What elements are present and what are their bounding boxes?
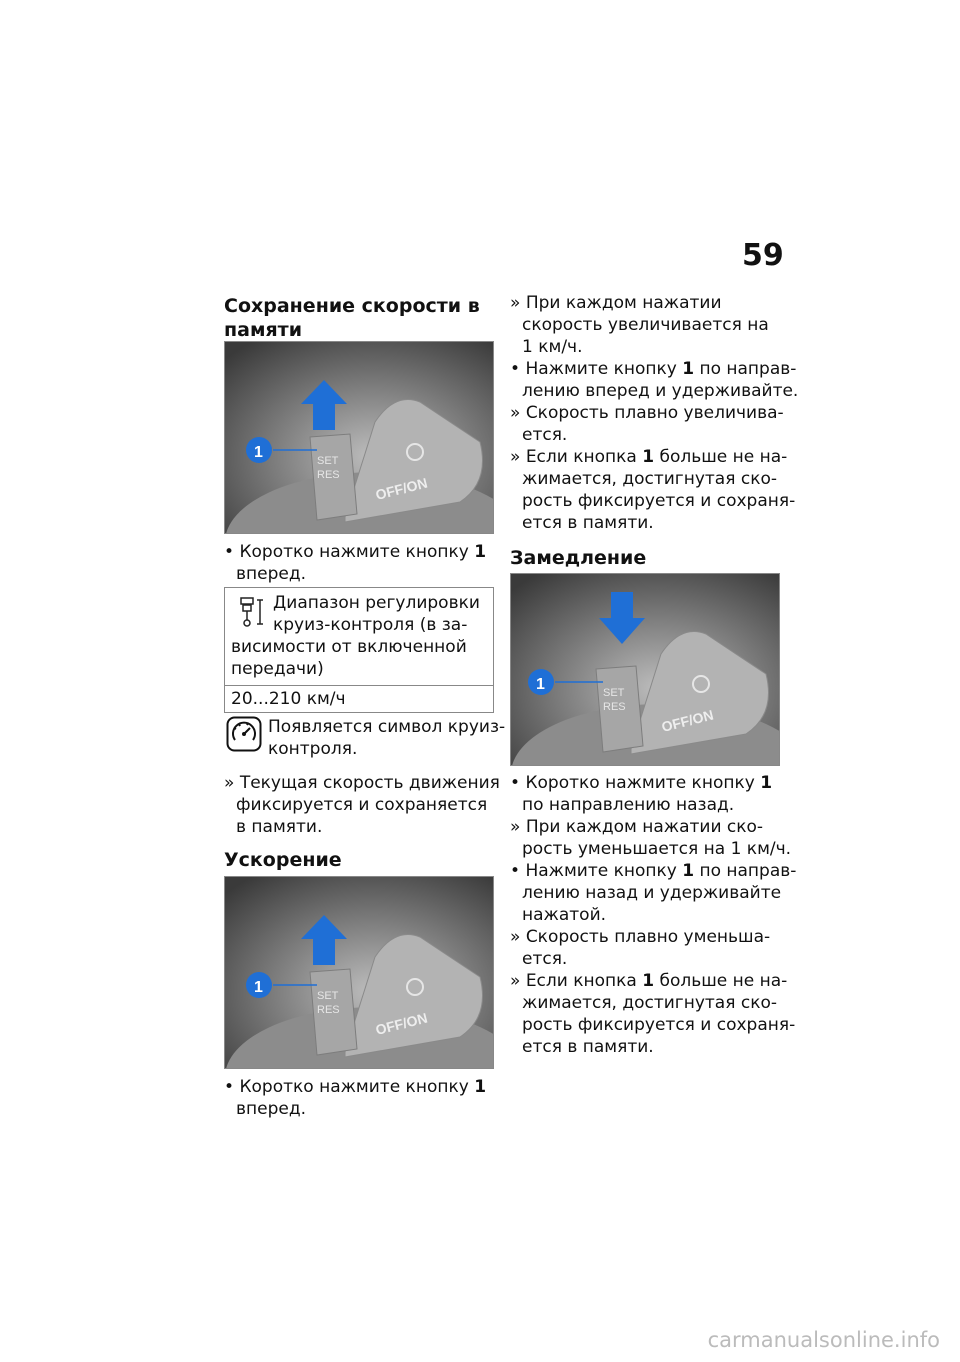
- set-label: SET: [317, 455, 339, 467]
- set-label: SET: [603, 687, 625, 699]
- res-label: RES: [317, 469, 340, 481]
- right-b-item-5-line4: ется в памяти.: [522, 1037, 654, 1057]
- figure-set-res-up: [224, 341, 494, 534]
- result-speed-saved: » Текущая скорость движения: [224, 773, 500, 793]
- off-on-label: OFF/ON: [373, 1009, 430, 1038]
- figure-acceleration: [224, 876, 494, 1069]
- step-accelerate-press-cont: вперед.: [236, 1099, 307, 1119]
- right-b-item-2-line2: рость уменьшается на 1 км/ч.: [522, 839, 792, 859]
- page-number: 59: [742, 238, 784, 273]
- right-item-4-line2: жимается, достигнутая ско-: [522, 469, 778, 489]
- watermark: carmanualsonline.info: [707, 1328, 940, 1352]
- res-label: RES: [317, 1004, 340, 1016]
- range-header-line4: передачи): [231, 659, 324, 679]
- right-b-item-5-line2: жимается, достигнутая ско-: [522, 993, 778, 1013]
- right-item-3-line2: ется.: [522, 425, 568, 445]
- range-header-line1: Диапазон регулировки: [273, 593, 480, 613]
- right-item-2-line2: лению вперед и удерживайте.: [522, 381, 799, 401]
- symbol-note-line1: Появляется символ круиз-: [268, 717, 506, 737]
- range-value: 20...210 км/ч: [231, 689, 346, 709]
- figure-deceleration: [510, 573, 780, 766]
- right-b-item-4: » Скорость плавно уменьша-: [510, 927, 771, 947]
- callout-number: 1: [254, 444, 263, 461]
- right-item-4-line3: рость фиксируется и сохраня-: [522, 491, 796, 511]
- table-divider: [225, 685, 493, 686]
- right-b-item-1: • Коротко нажмите кнопку 1: [510, 773, 773, 793]
- off-on-label: OFF/ON: [373, 474, 430, 503]
- right-item-1: » При каждом нажатии: [510, 293, 722, 313]
- section-heading-deceleration: Замедление: [510, 547, 647, 569]
- cruise-control-icon: [226, 716, 262, 752]
- range-header-line3: висимости от включенной: [231, 637, 467, 657]
- right-b-item-3: • Нажмите кнопку 1 по направ-: [510, 861, 797, 881]
- right-b-item-5: » Если кнопка 1 больше не на-: [510, 971, 788, 991]
- right-item-4: » Если кнопка 1 больше не на-: [510, 447, 788, 467]
- res-label: RES: [603, 701, 626, 713]
- section-heading-acceleration: Ускорение: [224, 849, 342, 871]
- right-b-item-1-line2: по направлению назад.: [522, 795, 735, 815]
- result-speed-saved-line2: фиксируется и сохраняется: [236, 795, 488, 815]
- symbol-note-line2: контроля.: [268, 739, 358, 759]
- range-table: [224, 587, 494, 713]
- right-b-item-3-line2: лению назад и удерживайте: [522, 883, 782, 903]
- right-b-item-4-line2: ется.: [522, 949, 568, 969]
- off-on-label: OFF/ON: [659, 706, 716, 735]
- step-accelerate-press: • Коротко нажмите кнопку 1: [224, 1077, 487, 1097]
- callout-number: 1: [254, 979, 263, 996]
- right-b-item-3-line3: нажатой.: [522, 905, 607, 925]
- range-header-line2: круиз-контроля (в за-: [273, 615, 468, 635]
- step-press-forward-cont: вперед.: [236, 564, 307, 584]
- result-speed-saved-line3: в памяти.: [236, 817, 323, 837]
- section-heading-memory: Сохранение скорости в памяти: [224, 295, 480, 341]
- callout-number: 1: [536, 676, 545, 693]
- right-b-item-5-line3: рость фиксируется и сохраня-: [522, 1015, 796, 1035]
- right-item-1-line3: 1 км/ч.: [522, 337, 583, 357]
- right-item-1-line2: скорость увеличивается на: [522, 315, 769, 335]
- right-item-4-line4: ется в памяти.: [522, 513, 654, 533]
- set-label: SET: [317, 990, 339, 1002]
- engine-gear-icon: [239, 596, 265, 628]
- step-press-forward: • Коротко нажмите кнопку 1: [224, 542, 487, 562]
- right-b-item-2: » При каждом нажатии ско-: [510, 817, 764, 837]
- right-item-2: • Нажмите кнопку 1 по направ-: [510, 359, 797, 379]
- right-item-3: » Скорость плавно увеличива-: [510, 403, 784, 423]
